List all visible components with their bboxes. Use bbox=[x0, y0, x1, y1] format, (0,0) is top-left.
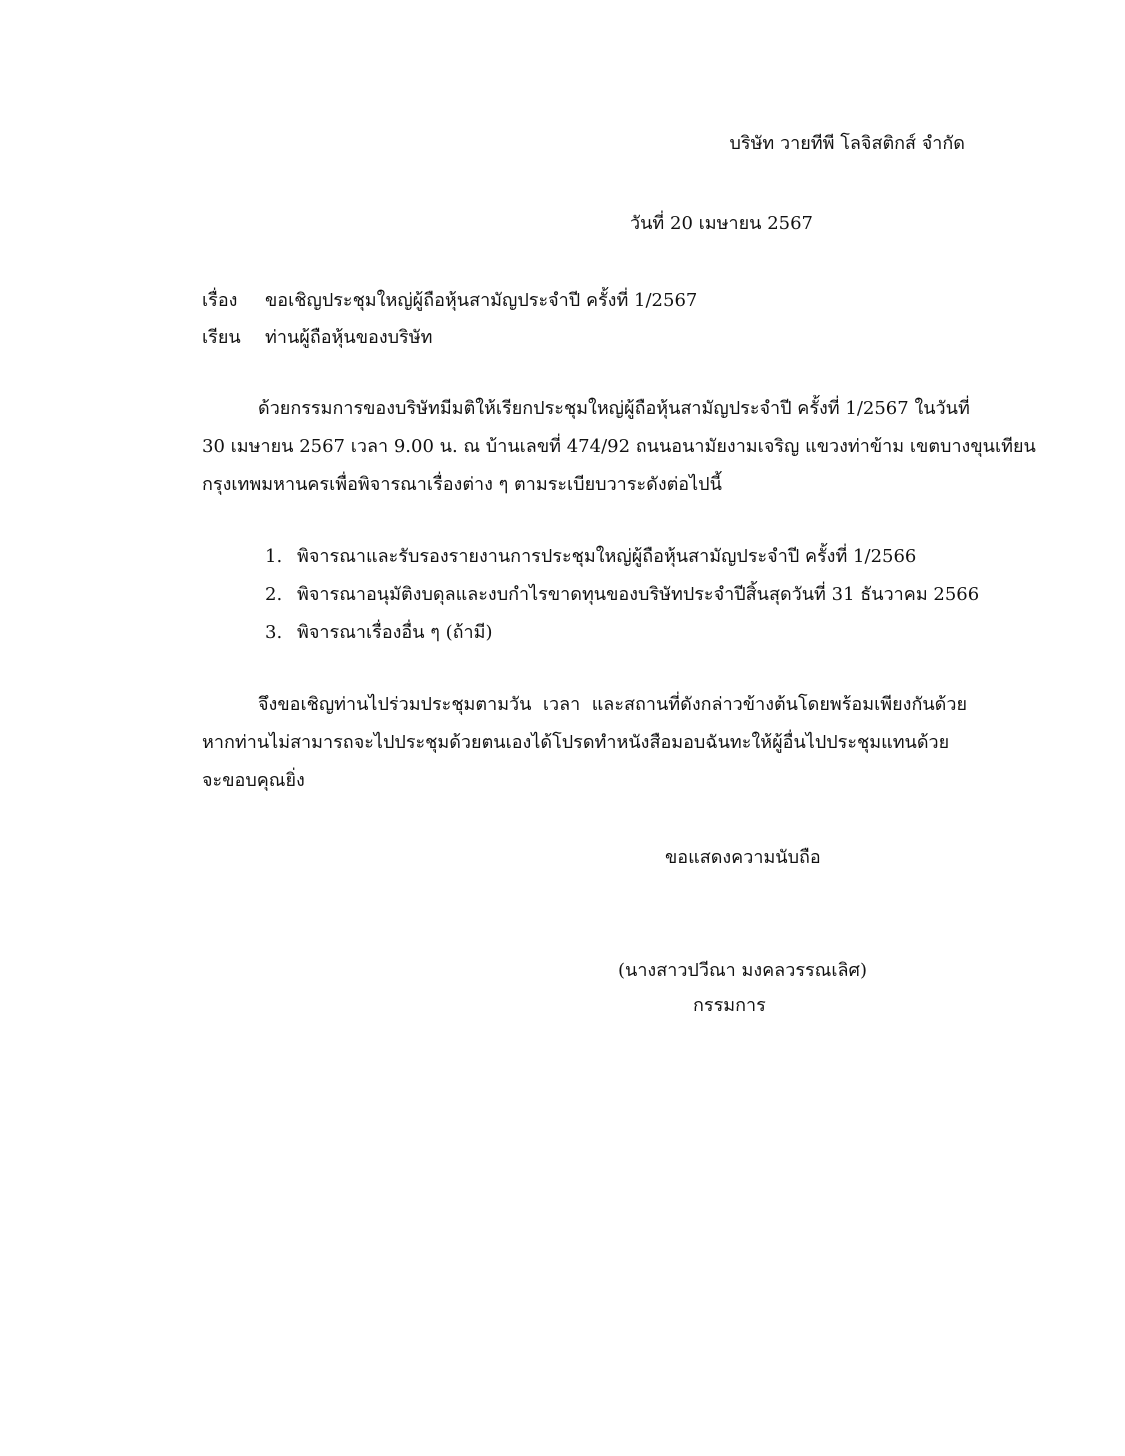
subject-label: เรื่อง bbox=[202, 290, 238, 311]
signer-position: กรรมการ bbox=[693, 995, 766, 1016]
agenda-number: 3. bbox=[265, 622, 283, 643]
agenda-number: 1. bbox=[265, 546, 283, 567]
letter-date: วันที่ 20 เมษายน 2567 bbox=[630, 213, 813, 234]
agenda-text: พิจารณาอนุมัติงบดุลและงบกำไรขาดทุนของบริษัทประจำปีสิ้นสุดวันที่ 31 ธันวาคม 2566 bbox=[297, 584, 980, 605]
body-line: จึงขอเชิญท่านไปร่วมประชุมตามวัน เวลา และสถานที่ดังกล่าวข้างต้นโดยพร้อมเพียงกันด้วย bbox=[258, 694, 967, 715]
body-line: กรุงเทพมหานครเพื่อพิจารณาเรื่องต่าง ๆ ตามระเบียบวาระดังต่อไปนี้ bbox=[202, 474, 722, 495]
agenda-item bbox=[265, 614, 979, 652]
subject-text: ขอเชิญประชุมใหญ่ผู้ถือหุ้นสามัญประจำปี ครั้งที่ 1/2567 bbox=[265, 290, 698, 311]
body-line: ด้วยกรรมการของบริษัทมีมติให้เรียกประชุมใหญ่ผู้ถือหุ้นสามัญประจำปี ครั้งที่ 1/2567 ในวันที่ bbox=[258, 398, 970, 419]
recipient-text: ท่านผู้ถือหุ้นของบริษัท bbox=[265, 327, 433, 348]
closing: ขอแสดงความนับถือ bbox=[665, 847, 821, 868]
signer-name: (นางสาวปวีณา มงคลวรรณเลิศ) bbox=[618, 960, 867, 981]
agenda-text: พิจารณาและรับรองรายงานการประชุมใหญ่ผู้ถือหุ้นสามัญประจำปี ครั้งที่ 1/2566 bbox=[297, 546, 917, 567]
agenda-text: พิจารณาเรื่องอื่น ๆ (ถ้ามี) bbox=[297, 622, 493, 643]
body-line: หากท่านไม่สามารถจะไปประชุมด้วยตนเองได้โปรดทำหนังสือมอบฉันทะให้ผู้อื่นไปประชุมแทนด้วย bbox=[202, 732, 950, 753]
recipient-label: เรียน bbox=[202, 327, 241, 348]
body-line: 30 เมษายน 2567 เวลา 9.00 น. ณ บ้านเลขที่ 474/92 ถนนอนามัยงามเจริญ แขวงท่าข้าม เขตบางขุนเทียน bbox=[202, 436, 1036, 457]
body-line: จะขอบคุณยิ่ง bbox=[202, 770, 305, 791]
agenda-list bbox=[265, 538, 979, 652]
agenda-item bbox=[265, 538, 979, 576]
body-paragraph-2 bbox=[202, 686, 967, 800]
body-paragraph-1 bbox=[202, 390, 1036, 504]
agenda-number: 2. bbox=[265, 584, 283, 605]
company-name: บริษัท วายทีพี โลจิสติกส์ จำกัด bbox=[729, 133, 965, 154]
agenda-item bbox=[265, 576, 979, 614]
